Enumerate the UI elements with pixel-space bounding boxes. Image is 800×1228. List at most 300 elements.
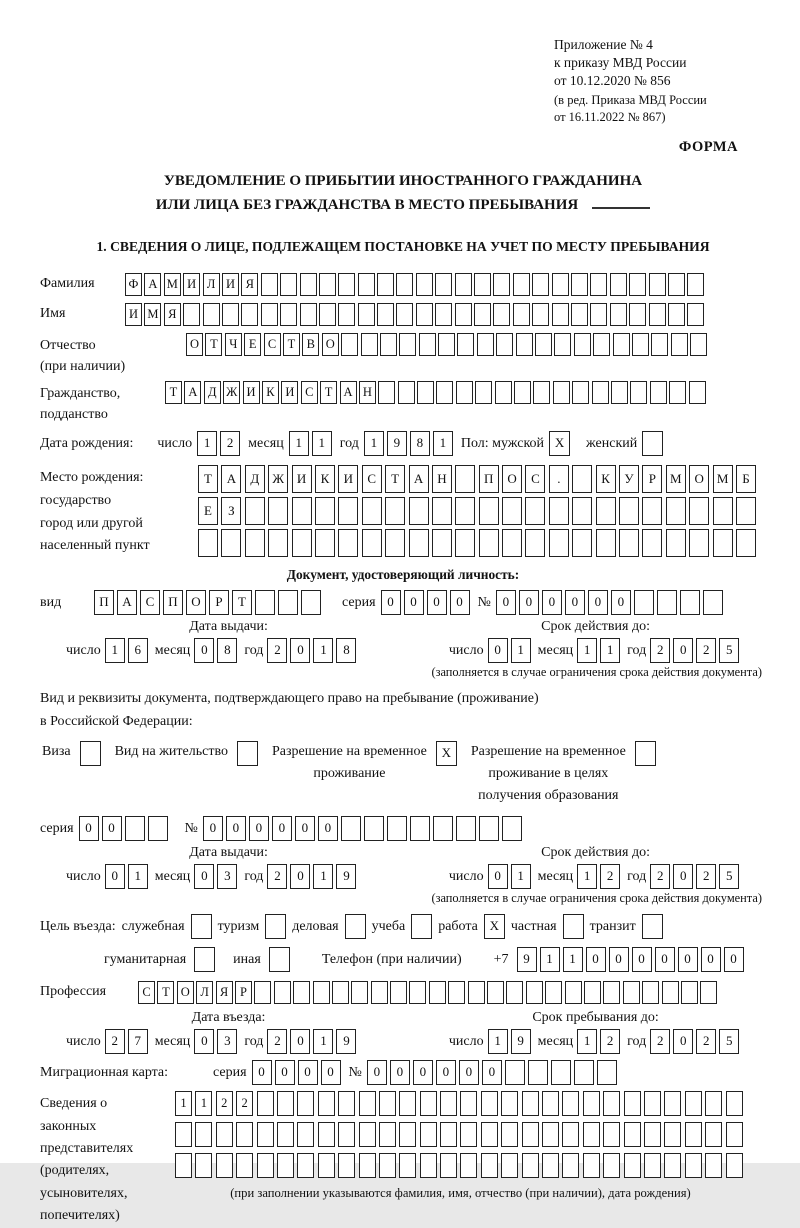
- char-cell[interactable]: [292, 529, 312, 557]
- char-cell[interactable]: [318, 1091, 335, 1116]
- char-cell[interactable]: [175, 1153, 192, 1178]
- char-cell[interactable]: [502, 816, 522, 841]
- char-cell[interactable]: [680, 590, 700, 615]
- char-cell[interactable]: Р: [235, 981, 252, 1004]
- char-cell[interactable]: О: [689, 465, 709, 493]
- char-cell[interactable]: [651, 333, 668, 356]
- char-cell[interactable]: 0: [673, 864, 693, 889]
- char-cell[interactable]: [456, 816, 476, 841]
- char-cell[interactable]: И: [183, 273, 200, 296]
- char-cell[interactable]: Н: [359, 381, 376, 404]
- char-cell[interactable]: 0: [450, 590, 470, 615]
- char-cell[interactable]: Б: [736, 465, 756, 493]
- char-cell[interactable]: [222, 303, 239, 326]
- char-cell[interactable]: [610, 303, 627, 326]
- char-cell[interactable]: [644, 1153, 661, 1178]
- char-cell[interactable]: [642, 529, 662, 557]
- char-cell[interactable]: Т: [283, 333, 300, 356]
- char-cell[interactable]: [420, 1091, 437, 1116]
- char-cell[interactable]: 9: [336, 864, 356, 889]
- char-cell[interactable]: 0: [203, 816, 223, 841]
- char-cell[interactable]: [318, 1153, 335, 1178]
- char-cell[interactable]: 0: [488, 864, 508, 889]
- char-cell[interactable]: [297, 1122, 314, 1147]
- char-cell[interactable]: 2: [267, 864, 287, 889]
- char-cell[interactable]: Е: [198, 497, 218, 525]
- char-cell[interactable]: А: [184, 381, 201, 404]
- char-cell[interactable]: [338, 497, 358, 525]
- char-cell[interactable]: [666, 497, 686, 525]
- char-cell[interactable]: 9: [517, 947, 537, 972]
- char-cell[interactable]: 0: [436, 1060, 456, 1085]
- char-cell[interactable]: 2: [267, 1029, 287, 1054]
- char-cell[interactable]: [468, 981, 485, 1004]
- char-cell[interactable]: [522, 1153, 539, 1178]
- char-cell[interactable]: А: [221, 465, 241, 493]
- char-cell[interactable]: [297, 1153, 314, 1178]
- char-cell[interactable]: З: [221, 497, 241, 525]
- char-cell[interactable]: 0: [252, 1060, 272, 1085]
- char-cell[interactable]: [277, 1153, 294, 1178]
- char-cell[interactable]: [455, 497, 475, 525]
- char-cell[interactable]: 7: [128, 1029, 148, 1054]
- char-cell[interactable]: [125, 816, 145, 841]
- char-cell[interactable]: [457, 333, 474, 356]
- char-cell[interactable]: Т: [320, 381, 337, 404]
- char-cell[interactable]: [477, 333, 494, 356]
- char-cell[interactable]: [455, 465, 475, 493]
- char-cell[interactable]: [195, 1122, 212, 1147]
- char-cell[interactable]: [642, 981, 659, 1004]
- char-cell[interactable]: [419, 333, 436, 356]
- char-cell[interactable]: [435, 273, 452, 296]
- char-cell[interactable]: 2: [696, 1029, 716, 1054]
- char-cell[interactable]: [619, 497, 639, 525]
- char-cell[interactable]: 1: [313, 864, 333, 889]
- char-cell[interactable]: [551, 1060, 571, 1085]
- char-cell[interactable]: 2: [600, 864, 620, 889]
- char-cell[interactable]: [364, 816, 384, 841]
- char-cell[interactable]: [255, 590, 275, 615]
- purpose-humanitarian-checkbox[interactable]: [194, 947, 215, 972]
- char-cell[interactable]: 0: [459, 1060, 479, 1085]
- char-cell[interactable]: И: [243, 381, 260, 404]
- char-cell[interactable]: 0: [609, 947, 629, 972]
- char-cell[interactable]: [195, 1153, 212, 1178]
- char-cell[interactable]: Р: [209, 590, 229, 615]
- char-cell[interactable]: [634, 590, 654, 615]
- char-cell[interactable]: [713, 529, 733, 557]
- char-cell[interactable]: 2: [216, 1091, 233, 1116]
- char-cell[interactable]: 1: [433, 431, 453, 456]
- char-cell[interactable]: [525, 497, 545, 525]
- char-cell[interactable]: 0: [226, 816, 246, 841]
- char-cell[interactable]: 0: [290, 638, 310, 663]
- purpose-work-checkbox[interactable]: X: [484, 914, 505, 939]
- char-cell[interactable]: 0: [586, 947, 606, 972]
- char-cell[interactable]: [703, 590, 723, 615]
- char-cell[interactable]: [338, 303, 355, 326]
- purpose-transit-checkbox[interactable]: [642, 914, 663, 939]
- char-cell[interactable]: [379, 1153, 396, 1178]
- char-cell[interactable]: [583, 1122, 600, 1147]
- char-cell[interactable]: [380, 333, 397, 356]
- char-cell[interactable]: 0: [413, 1060, 433, 1085]
- char-cell[interactable]: 5: [719, 1029, 739, 1054]
- char-cell[interactable]: 5: [719, 864, 739, 889]
- char-cell[interactable]: [649, 303, 666, 326]
- char-cell[interactable]: [216, 1153, 233, 1178]
- char-cell[interactable]: [420, 1122, 437, 1147]
- char-cell[interactable]: [359, 1122, 376, 1147]
- char-cell[interactable]: И: [292, 465, 312, 493]
- char-cell[interactable]: [629, 303, 646, 326]
- char-cell[interactable]: [481, 1153, 498, 1178]
- char-cell[interactable]: [603, 1091, 620, 1116]
- char-cell[interactable]: [416, 273, 433, 296]
- char-cell[interactable]: [664, 1153, 681, 1178]
- purpose-private-checkbox[interactable]: [563, 914, 584, 939]
- char-cell[interactable]: [429, 981, 446, 1004]
- purpose-other-checkbox[interactable]: [269, 947, 290, 972]
- char-cell[interactable]: 0: [724, 947, 744, 972]
- char-cell[interactable]: [387, 816, 407, 841]
- char-cell[interactable]: [338, 273, 355, 296]
- char-cell[interactable]: [624, 1091, 641, 1116]
- char-cell[interactable]: [513, 273, 530, 296]
- char-cell[interactable]: [338, 1153, 355, 1178]
- char-cell[interactable]: [549, 529, 569, 557]
- char-cell[interactable]: [338, 529, 358, 557]
- char-cell[interactable]: [292, 497, 312, 525]
- char-cell[interactable]: 1: [511, 638, 531, 663]
- char-cell[interactable]: 2: [650, 638, 670, 663]
- char-cell[interactable]: [662, 981, 679, 1004]
- char-cell[interactable]: [669, 381, 686, 404]
- sex-female-checkbox[interactable]: [642, 431, 663, 456]
- char-cell[interactable]: [257, 1122, 274, 1147]
- char-cell[interactable]: [552, 273, 569, 296]
- char-cell[interactable]: [475, 381, 492, 404]
- char-cell[interactable]: 0: [673, 1029, 693, 1054]
- char-cell[interactable]: 1: [540, 947, 560, 972]
- char-cell[interactable]: 0: [496, 590, 516, 615]
- char-cell[interactable]: 2: [696, 638, 716, 663]
- char-cell[interactable]: 0: [588, 590, 608, 615]
- char-cell[interactable]: [522, 1091, 539, 1116]
- char-cell[interactable]: [525, 529, 545, 557]
- char-cell[interactable]: [313, 981, 330, 1004]
- char-cell[interactable]: [596, 529, 616, 557]
- char-cell[interactable]: [440, 1122, 457, 1147]
- char-cell[interactable]: [341, 816, 361, 841]
- char-cell[interactable]: Т: [232, 590, 252, 615]
- char-cell[interactable]: А: [144, 273, 161, 296]
- char-cell[interactable]: [630, 381, 647, 404]
- char-cell[interactable]: Т: [165, 381, 182, 404]
- char-cell[interactable]: 2: [236, 1091, 253, 1116]
- char-cell[interactable]: 0: [655, 947, 675, 972]
- char-cell[interactable]: [420, 1153, 437, 1178]
- char-cell[interactable]: В: [302, 333, 319, 356]
- char-cell[interactable]: М: [164, 273, 181, 296]
- char-cell[interactable]: 0: [678, 947, 698, 972]
- char-cell[interactable]: [571, 273, 588, 296]
- char-cell[interactable]: О: [322, 333, 339, 356]
- char-cell[interactable]: [362, 497, 382, 525]
- char-cell[interactable]: 2: [600, 1029, 620, 1054]
- char-cell[interactable]: [535, 333, 552, 356]
- char-cell[interactable]: [371, 981, 388, 1004]
- char-cell[interactable]: 0: [673, 638, 693, 663]
- char-cell[interactable]: 0: [105, 864, 125, 889]
- char-cell[interactable]: [650, 381, 667, 404]
- visa-checkbox[interactable]: [80, 741, 101, 766]
- char-cell[interactable]: [624, 1153, 641, 1178]
- char-cell[interactable]: [319, 273, 336, 296]
- char-cell[interactable]: Е: [244, 333, 261, 356]
- char-cell[interactable]: 0: [318, 816, 338, 841]
- char-cell[interactable]: [572, 465, 592, 493]
- char-cell[interactable]: Я: [164, 303, 181, 326]
- char-cell[interactable]: [705, 1091, 722, 1116]
- temp-residence-checkbox[interactable]: X: [436, 741, 457, 766]
- char-cell[interactable]: [528, 1060, 548, 1085]
- char-cell[interactable]: [300, 273, 317, 296]
- char-cell[interactable]: [410, 816, 430, 841]
- char-cell[interactable]: [689, 529, 709, 557]
- char-cell[interactable]: 1: [105, 638, 125, 663]
- char-cell[interactable]: 2: [220, 431, 240, 456]
- char-cell[interactable]: [399, 1122, 416, 1147]
- char-cell[interactable]: [736, 529, 756, 557]
- char-cell[interactable]: [590, 303, 607, 326]
- char-cell[interactable]: [593, 333, 610, 356]
- char-cell[interactable]: Т: [205, 333, 222, 356]
- char-cell[interactable]: [668, 303, 685, 326]
- char-cell[interactable]: Т: [198, 465, 218, 493]
- char-cell[interactable]: [278, 590, 298, 615]
- char-cell[interactable]: [493, 273, 510, 296]
- char-cell[interactable]: 1: [175, 1091, 192, 1116]
- char-cell[interactable]: [572, 497, 592, 525]
- char-cell[interactable]: [685, 1122, 702, 1147]
- char-cell[interactable]: [583, 1091, 600, 1116]
- char-cell[interactable]: [571, 303, 588, 326]
- char-cell[interactable]: 3: [217, 1029, 237, 1054]
- char-cell[interactable]: [481, 1122, 498, 1147]
- char-cell[interactable]: [440, 1091, 457, 1116]
- char-cell[interactable]: 1: [195, 1091, 212, 1116]
- char-cell[interactable]: [481, 1091, 498, 1116]
- char-cell[interactable]: [148, 816, 168, 841]
- char-cell[interactable]: [245, 529, 265, 557]
- char-cell[interactable]: [690, 333, 707, 356]
- char-cell[interactable]: С: [264, 333, 281, 356]
- char-cell[interactable]: [501, 1153, 518, 1178]
- char-cell[interactable]: 2: [696, 864, 716, 889]
- char-cell[interactable]: [398, 381, 415, 404]
- char-cell[interactable]: [506, 981, 523, 1004]
- char-cell[interactable]: [705, 1153, 722, 1178]
- char-cell[interactable]: [513, 303, 530, 326]
- char-cell[interactable]: 1: [128, 864, 148, 889]
- char-cell[interactable]: [433, 816, 453, 841]
- char-cell[interactable]: [495, 381, 512, 404]
- char-cell[interactable]: 0: [611, 590, 631, 615]
- char-cell[interactable]: 1: [600, 638, 620, 663]
- char-cell[interactable]: 0: [298, 1060, 318, 1085]
- char-cell[interactable]: [496, 333, 513, 356]
- char-cell[interactable]: [664, 1122, 681, 1147]
- char-cell[interactable]: 0: [272, 816, 292, 841]
- char-cell[interactable]: [257, 1091, 274, 1116]
- char-cell[interactable]: С: [362, 465, 382, 493]
- char-cell[interactable]: Д: [245, 465, 265, 493]
- char-cell[interactable]: У: [619, 465, 639, 493]
- char-cell[interactable]: [611, 381, 628, 404]
- char-cell[interactable]: [687, 303, 704, 326]
- char-cell[interactable]: [183, 303, 200, 326]
- char-cell[interactable]: [245, 497, 265, 525]
- char-cell[interactable]: [603, 1122, 620, 1147]
- char-cell[interactable]: 0: [290, 864, 310, 889]
- char-cell[interactable]: [362, 529, 382, 557]
- char-cell[interactable]: [623, 981, 640, 1004]
- char-cell[interactable]: [409, 981, 426, 1004]
- char-cell[interactable]: 0: [390, 1060, 410, 1085]
- char-cell[interactable]: [574, 333, 591, 356]
- char-cell[interactable]: [332, 981, 349, 1004]
- char-cell[interactable]: [280, 303, 297, 326]
- char-cell[interactable]: [685, 1153, 702, 1178]
- char-cell[interactable]: Ф: [125, 273, 142, 296]
- char-cell[interactable]: [726, 1122, 743, 1147]
- char-cell[interactable]: 0: [321, 1060, 341, 1085]
- char-cell[interactable]: 0: [488, 638, 508, 663]
- char-cell[interactable]: К: [315, 465, 335, 493]
- char-cell[interactable]: [532, 273, 549, 296]
- char-cell[interactable]: 0: [519, 590, 539, 615]
- char-cell[interactable]: [632, 333, 649, 356]
- char-cell[interactable]: [417, 381, 434, 404]
- char-cell[interactable]: 1: [197, 431, 217, 456]
- char-cell[interactable]: 2: [650, 1029, 670, 1054]
- char-cell[interactable]: [542, 1153, 559, 1178]
- char-cell[interactable]: [516, 333, 533, 356]
- char-cell[interactable]: 2: [267, 638, 287, 663]
- char-cell[interactable]: С: [525, 465, 545, 493]
- char-cell[interactable]: [358, 303, 375, 326]
- char-cell[interactable]: [629, 273, 646, 296]
- char-cell[interactable]: С: [301, 381, 318, 404]
- char-cell[interactable]: [358, 273, 375, 296]
- char-cell[interactable]: [549, 497, 569, 525]
- char-cell[interactable]: О: [186, 333, 203, 356]
- char-cell[interactable]: [610, 273, 627, 296]
- char-cell[interactable]: [432, 497, 452, 525]
- char-cell[interactable]: [552, 303, 569, 326]
- char-cell[interactable]: [474, 273, 491, 296]
- char-cell[interactable]: [254, 981, 271, 1004]
- char-cell[interactable]: Т: [157, 981, 174, 1004]
- char-cell[interactable]: П: [163, 590, 183, 615]
- char-cell[interactable]: [562, 1153, 579, 1178]
- char-cell[interactable]: 0: [290, 1029, 310, 1054]
- char-cell[interactable]: [409, 529, 429, 557]
- char-cell[interactable]: [460, 1122, 477, 1147]
- char-cell[interactable]: [583, 1153, 600, 1178]
- char-cell[interactable]: [399, 1153, 416, 1178]
- char-cell[interactable]: 8: [217, 638, 237, 663]
- char-cell[interactable]: Т: [385, 465, 405, 493]
- char-cell[interactable]: 0: [565, 590, 585, 615]
- char-cell[interactable]: 0: [632, 947, 652, 972]
- char-cell[interactable]: [726, 1153, 743, 1178]
- char-cell[interactable]: 9: [336, 1029, 356, 1054]
- char-cell[interactable]: [479, 497, 499, 525]
- char-cell[interactable]: Я: [241, 273, 258, 296]
- char-cell[interactable]: [440, 1153, 457, 1178]
- char-cell[interactable]: [514, 381, 531, 404]
- char-cell[interactable]: 5: [719, 638, 739, 663]
- char-cell[interactable]: [554, 333, 571, 356]
- char-cell[interactable]: .: [549, 465, 569, 493]
- char-cell[interactable]: [502, 497, 522, 525]
- char-cell[interactable]: 0: [542, 590, 562, 615]
- char-cell[interactable]: [565, 981, 582, 1004]
- char-cell[interactable]: [216, 1122, 233, 1147]
- char-cell[interactable]: [572, 529, 592, 557]
- char-cell[interactable]: 0: [482, 1060, 502, 1085]
- char-cell[interactable]: С: [140, 590, 160, 615]
- char-cell[interactable]: [399, 333, 416, 356]
- char-cell[interactable]: [668, 273, 685, 296]
- char-cell[interactable]: [664, 1091, 681, 1116]
- char-cell[interactable]: 9: [511, 1029, 531, 1054]
- char-cell[interactable]: 1: [511, 864, 531, 889]
- char-cell[interactable]: 2: [650, 864, 670, 889]
- char-cell[interactable]: 0: [295, 816, 315, 841]
- char-cell[interactable]: [280, 273, 297, 296]
- char-cell[interactable]: 0: [404, 590, 424, 615]
- char-cell[interactable]: [338, 1091, 355, 1116]
- char-cell[interactable]: 3: [217, 864, 237, 889]
- purpose-official-checkbox[interactable]: [191, 914, 212, 939]
- char-cell[interactable]: [542, 1122, 559, 1147]
- char-cell[interactable]: Я: [216, 981, 233, 1004]
- char-cell[interactable]: 0: [194, 864, 214, 889]
- char-cell[interactable]: [460, 1153, 477, 1178]
- char-cell[interactable]: 0: [427, 590, 447, 615]
- char-cell[interactable]: 0: [249, 816, 269, 841]
- char-cell[interactable]: [338, 1122, 355, 1147]
- temp-residence-edu-checkbox[interactable]: [635, 741, 656, 766]
- char-cell[interactable]: [274, 981, 291, 1004]
- char-cell[interactable]: 1: [289, 431, 309, 456]
- char-cell[interactable]: [502, 529, 522, 557]
- char-cell[interactable]: [455, 529, 475, 557]
- char-cell[interactable]: П: [479, 465, 499, 493]
- char-cell[interactable]: 9: [387, 431, 407, 456]
- char-cell[interactable]: [574, 1060, 594, 1085]
- purpose-business-checkbox[interactable]: [345, 914, 366, 939]
- char-cell[interactable]: 1: [563, 947, 583, 972]
- char-cell[interactable]: [377, 303, 394, 326]
- char-cell[interactable]: [596, 497, 616, 525]
- char-cell[interactable]: [687, 273, 704, 296]
- char-cell[interactable]: 1: [313, 1029, 333, 1054]
